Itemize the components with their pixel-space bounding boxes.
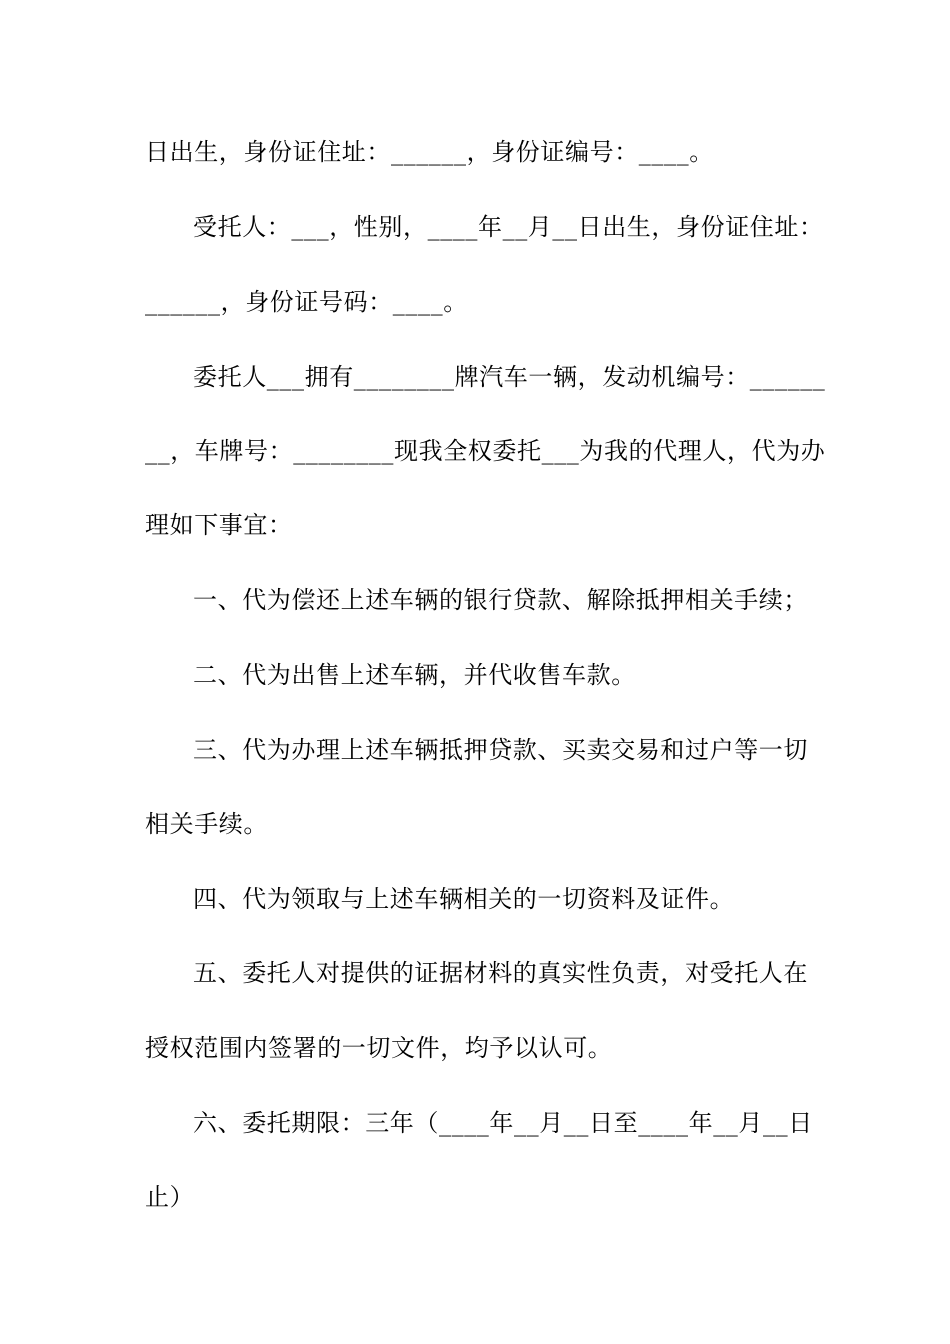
text-line-8: 二、代为出售上述车辆，并代收售车款。 — [193, 661, 636, 689]
text-line-6: 理如下事宜： — [145, 511, 293, 539]
text-line-12: 五、委托人对提供的证据材料的真实性负责，对受托人在 — [193, 959, 808, 987]
text-line-15: 止） — [145, 1183, 195, 1211]
text-line-3: ______，身份证号码：____。 — [145, 288, 468, 316]
text-line-1: 日出生，身份证住址：______，身份证编号：____。 — [145, 138, 714, 166]
text-line-10: 相关手续。 — [145, 810, 268, 838]
text-line-11: 四、代为领取与上述车辆相关的一切资料及证件。 — [193, 885, 735, 913]
text-line-9: 三、代为办理上述车辆抵押贷款、买卖交易和过户等一切 — [193, 736, 808, 764]
text-line-4: 委托人___拥有________牌汽车一辆，发动机编号：______ — [193, 363, 826, 391]
text-line-13: 授权范围内签署的一切文件，均予以认可。 — [145, 1034, 613, 1062]
text-line-14: 六、委托期限：三年（____年__月__日至____年__月__日 — [193, 1109, 813, 1137]
text-line-5: __，车牌号：________现我全权委托___为我的代理人，代为办 — [145, 437, 826, 465]
text-line-7: 一、代为偿还上述车辆的银行贷款、解除抵押相关手续； — [193, 586, 808, 614]
text-line-2: 受托人：___，性别，____年__月__日出生，身份证住址： — [193, 213, 824, 241]
